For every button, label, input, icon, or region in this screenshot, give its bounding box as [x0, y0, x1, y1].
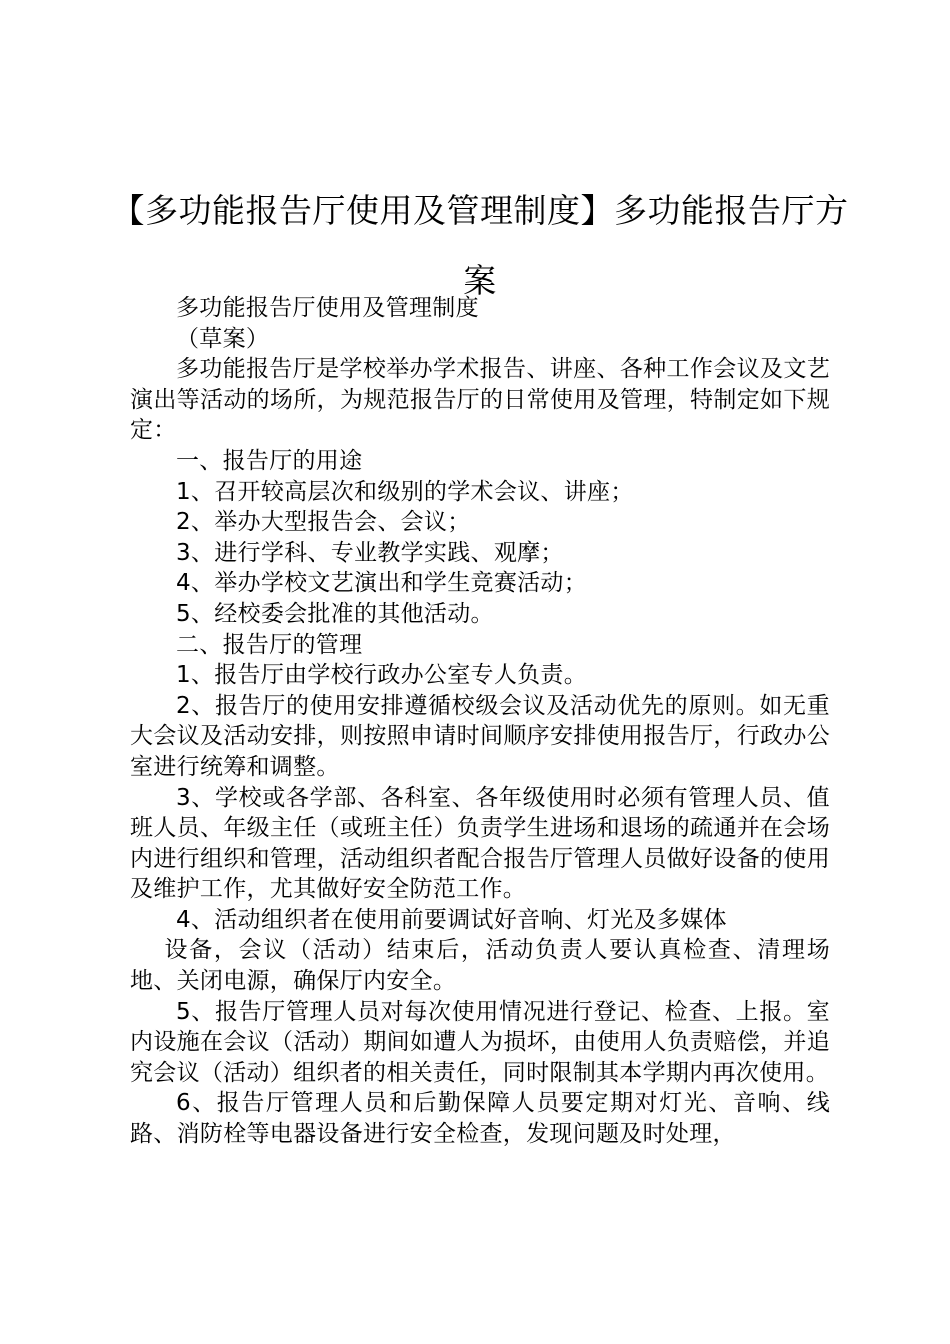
purpose-item-2: 2、举办大型报告会、会议； [176, 509, 471, 536]
paragraph-draft-note: （草案） [176, 325, 270, 352]
management-item-4-continued: 设备，会议（活动）结束后，活动负责人要认真检查、清理场地、关闭电源，确保厅内安全。 [130, 937, 830, 995]
management-item-2: 2、报告厅的使用安排遵循校级会议及活动优先的原则。如无重大会议及活动安排，则按照申请时间顺序安排使用报告厅，行政办公室进行统筹和调整。 [130, 692, 830, 780]
paragraph-subtitle: 多功能报告厅使用及管理制度 [176, 295, 479, 321]
management-item-5: 5、报告厅管理人员对每次使用情况进行登记、检查、上报。室内设施在会议（活动）期间如遭人为损坏，由使用人负责赔偿，并追究会议（活动）组织者的相关责任，同时限制其本学期内再次使用。 [130, 998, 830, 1086]
management-item-1: 1、报告厅由学校行政办公室专人负责。 [176, 662, 588, 689]
section-heading-management: 二、报告厅的管理 [176, 631, 363, 658]
purpose-item-4: 4、举办学校文艺演出和学生竞赛活动； [176, 570, 588, 597]
purpose-item-5: 5、经校委会批准的其他活动。 [176, 600, 494, 627]
management-item-4: 4、活动组织者在使用前要调试好音响、灯光及多媒体 [176, 906, 727, 933]
document-title: 【多功能报告厅使用及管理制度】多功能报告厅方案 [111, 191, 849, 300]
management-item-6: 6、报告厅管理人员和后勤保障人员要定期对灯光、音响、线路、消防栓等电器设备进行安全检查，发现问题及时处理， [130, 1090, 830, 1148]
section-heading-purpose: 一、报告厅的用途 [176, 447, 363, 474]
purpose-item-1: 1、召开较高层次和级别的学术会议、讲座； [176, 478, 634, 505]
paragraph-intro: 多功能报告厅是学校举办学术报告、讲座、各种工作会议及文艺演出等活动的场所，为规范报告厅的日常使用及管理，特制定如下规定： [130, 356, 830, 444]
document-body [130, 293, 830, 1150]
management-item-3: 3、学校或各学部、各科室、各年级使用时必须有管理人员、值班人员、年级主任（或班主任）负责学生进场和退场的疏通并在会场内进行组织和管理，活动组织者配合报告厅管理人员做好设备的使用及维护工作，尤其做好安全防范工作。 [130, 784, 830, 903]
purpose-item-3: 3、进行学科、专业教学实践、观摩； [176, 539, 564, 566]
